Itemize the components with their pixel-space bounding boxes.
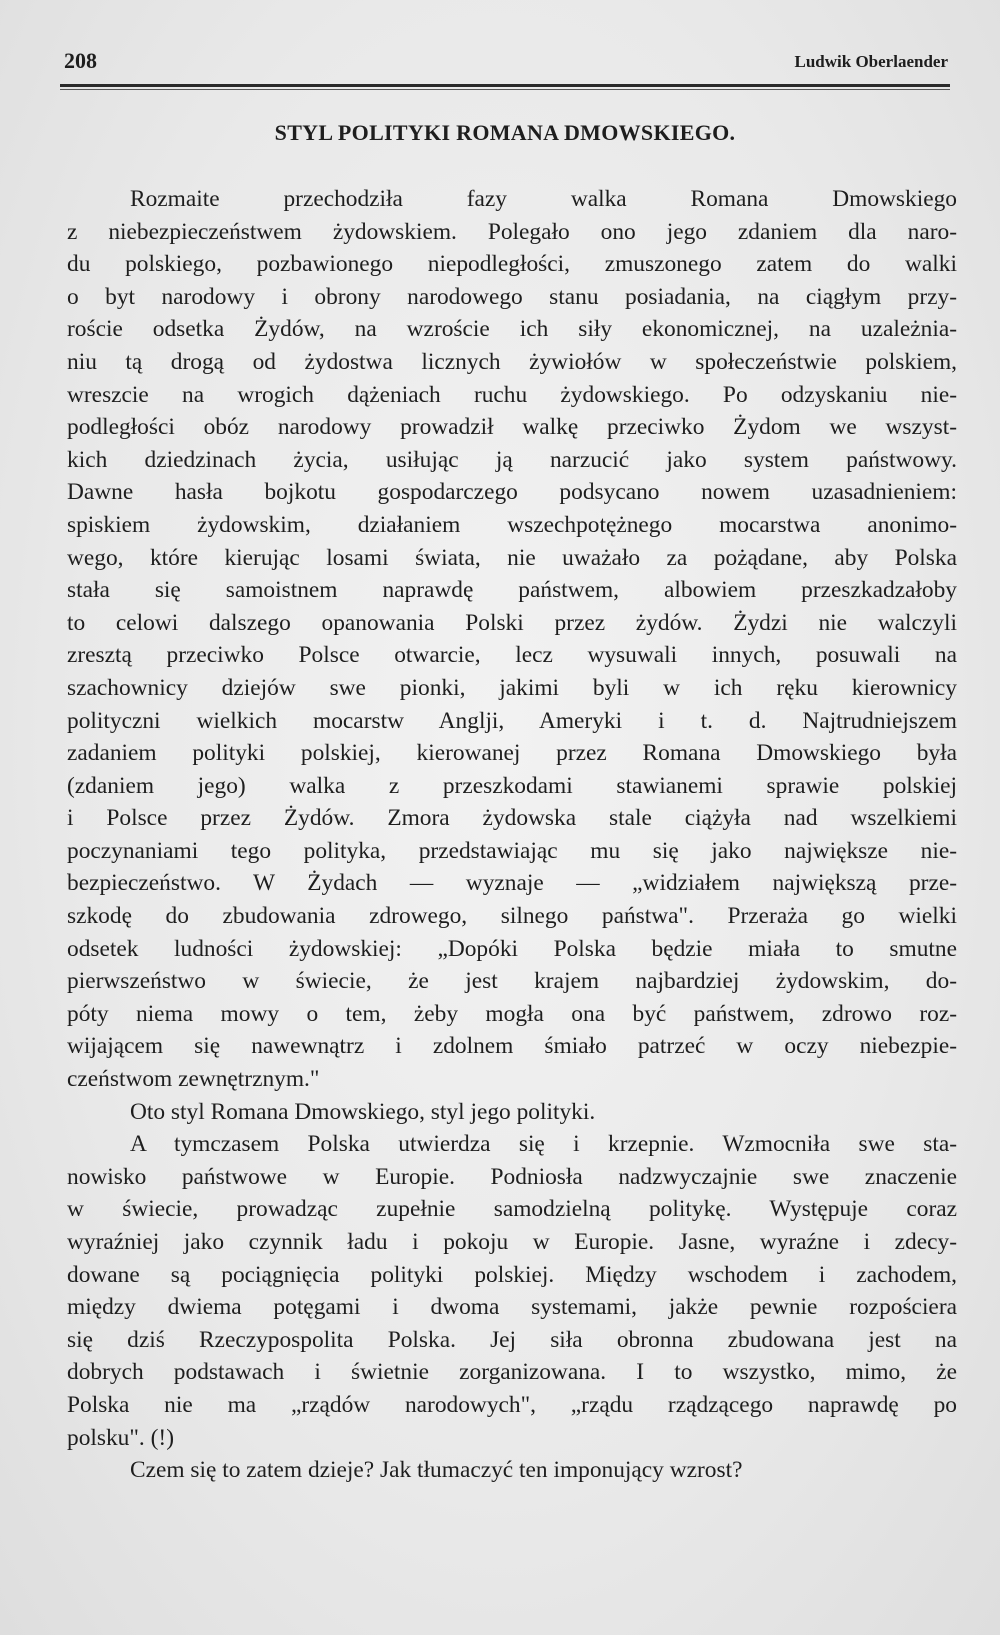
text-line: polityczni wielkich mocarstw Anglji, Ameryki i t. d. Najtrudniejszem xyxy=(67,707,957,734)
page-header xyxy=(64,48,948,78)
text-line: nowisko państwowe w Europie. Podniosła nadzwyczajnie swe znaczenie xyxy=(67,1163,957,1190)
text-line: stała się samoistnem naprawdę państwem, albowiem przeszkadzałoby xyxy=(67,577,957,604)
text-line: wijającem się nawewnątrz i zdolnem śmiało patrzeć w oczy niebezpie- xyxy=(67,1033,957,1060)
text-line: podległości obóz narodowy prowadził walkę przeciwko Żydom we wszyst- xyxy=(67,414,957,441)
text-line: Dawne hasła bojkotu gospodarczego podsycano nowem uzasadnieniem: xyxy=(67,479,957,506)
text-line: du polskiego, pozbawionego niepodległości, zmuszonego zatem do walki xyxy=(67,251,957,278)
text-line: wyraźniej jako czynnik ładu i pokoju w Europie. Jasne, wyraźne i zdecy- xyxy=(67,1229,957,1255)
body-text xyxy=(67,183,957,1487)
text-line: bezpieczeństwo. W Żydach — wyznaje — „widziałem największą prze- xyxy=(67,870,957,897)
text-line: czeństwom zewnętrznym." xyxy=(67,1066,320,1093)
text-line: niu tą drogą od żydostwa licznych żywiołów w społeczeństwie polskiem, xyxy=(67,348,957,375)
text-line: poczynaniami tego polityka, przedstawiając mu się jako największe nie- xyxy=(67,837,957,864)
text-line: spiskiem żydowskim, działaniem wszechpotężnego mocarstwa anonimo- xyxy=(67,511,957,538)
text-line: Czem się to zatem dzieje? Jak tłumaczyć ten imponujący wzrost? xyxy=(130,1457,743,1484)
text-line: Oto styl Romana Dmowskiego, styl jego polityki. xyxy=(130,1098,596,1125)
text-line: zadaniem polityki polskiej, kierowanej przez Romana Dmowskiego była xyxy=(67,740,957,767)
text-line: szachownicy dziejów swe pionki, jakimi byli w ich ręku kierownicy xyxy=(67,674,957,701)
page-number: 208 xyxy=(64,48,97,73)
text-line: i Polsce przez Żydów. Zmora żydowska stale ciążyła nad wszelkiemi xyxy=(67,805,957,832)
paragraph xyxy=(67,1454,957,1487)
text-line: między dwiema potęgami i dwoma systemami, jakże pewnie rozpościera xyxy=(67,1294,957,1321)
text-line: dowane są pociągnięcia polityki polskiej. Między wschodem i zachodem, xyxy=(67,1261,957,1288)
header-rule xyxy=(60,84,950,87)
chapter-title: STYL POLITYKI ROMANA DMOWSKIEGO. xyxy=(274,120,736,145)
text-line: w świecie, prowadząc zupełnie samodzielną politykę. Występuje coraz xyxy=(67,1196,957,1223)
text-line: Rozmaite przechodziła fazy walka Romana Dmowskiego xyxy=(130,186,957,212)
paragraph xyxy=(67,1096,957,1129)
text-line: zresztą przeciwko Polsce otwarcie, lecz wysuwali innych, posuwali na xyxy=(67,642,957,669)
text-line: to celowi dalszego opanowania Polski przez żydów. Żydzi nie walczyli xyxy=(67,609,957,636)
text-line: pierwszeństwo w świecie, że jest krajem najbardziej żydowskim, do- xyxy=(67,968,957,995)
paragraph xyxy=(67,183,957,1096)
text-line: odsetek ludności żydowskiej: „Dopóki Polska będzie miała to smutne xyxy=(67,935,957,962)
running-head: Ludwik Oberlaender xyxy=(794,52,948,71)
text-line: o byt narodowy i obrony narodowego stanu posiadania, na ciągłym przy- xyxy=(67,283,957,310)
text-line: wreszcie na wrogich dążeniach ruchu żydowskiego. Po odzyskaniu nie- xyxy=(67,381,957,408)
text-line: dobrych podstawach i świetnie zorganizowana. I to wszystko, mimo, że xyxy=(67,1359,957,1386)
text-line: szkodę do zbudowania zdrowego, silnego państwa". Przeraża go wielki xyxy=(67,903,957,930)
text-line: się dziś Rzeczypospolita Polska. Jej siła obronna zbudowana jest na xyxy=(67,1326,957,1353)
text-line: (zdaniem jego) walka z przeszkodami stawianemi sprawie polskiej xyxy=(67,772,957,799)
text-line: polsku". (!) xyxy=(67,1424,174,1451)
text-line: z niebezpieczeństwem żydowskiem. Polegało ono jego zdaniem dla naro- xyxy=(67,218,957,245)
text-line: póty niema mowy o tem, żeby mogła ona być państwem, zdrowo roz- xyxy=(67,1000,957,1027)
text-line: Polska nie ma „rządów narodowych", „rządu rządzącego naprawdę po xyxy=(67,1391,957,1418)
text-line: kich dziedzinach życia, usiłując ją narzucić jako system państwowy. xyxy=(67,446,957,473)
text-line: A tymczasem Polska utwierdza się i krzepnie. Wzmocniła swe sta- xyxy=(130,1131,957,1158)
text-line: wego, które kierując losami świata, nie uważało za pożądane, aby Polska xyxy=(67,544,957,571)
text-line: roście odsetka Żydów, na wzroście ich siły ekonomicznej, na uzależnia- xyxy=(67,316,957,343)
paragraph xyxy=(67,1128,957,1454)
header-rule-thin xyxy=(60,89,950,90)
